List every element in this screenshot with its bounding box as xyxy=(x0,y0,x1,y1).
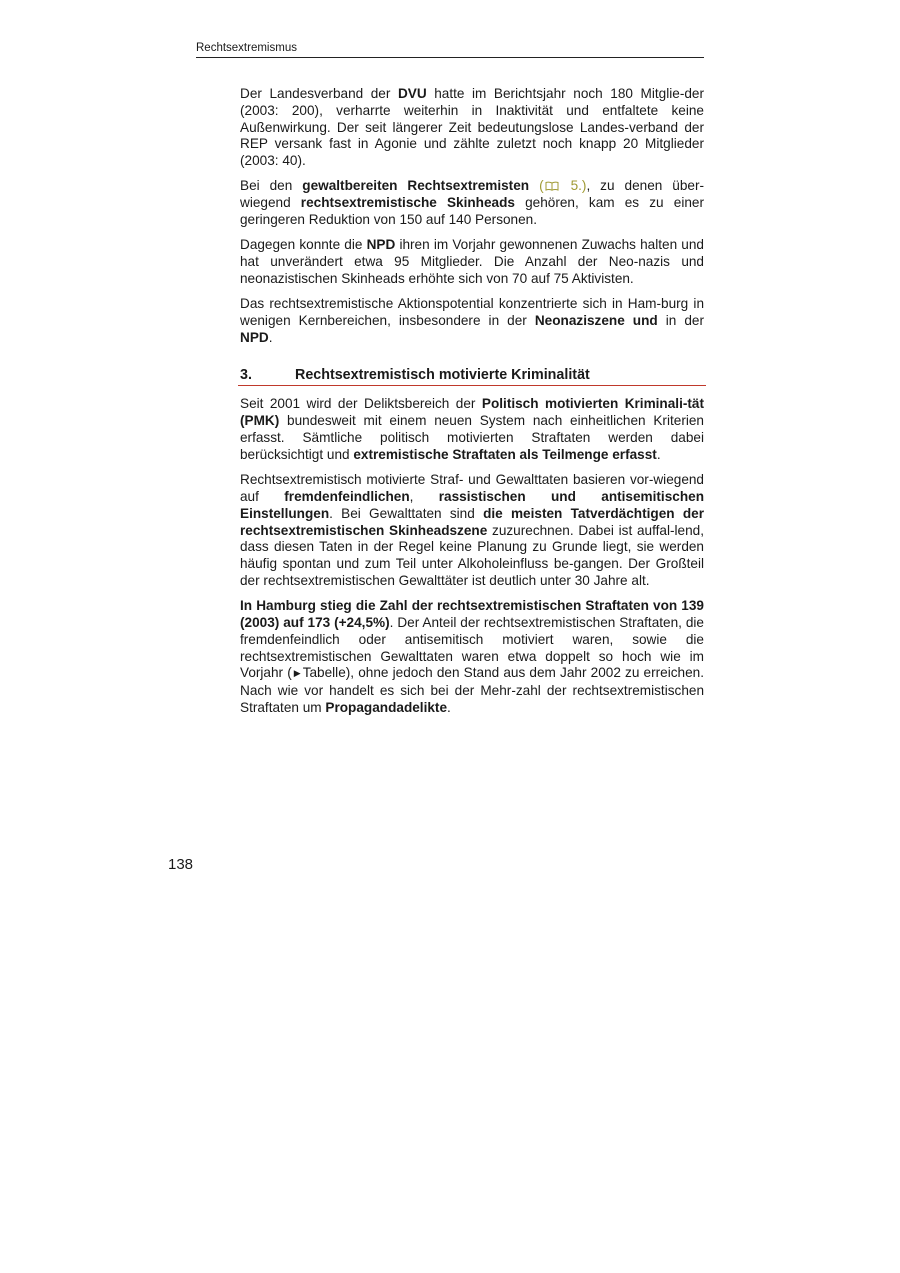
paragraph-pmk: Seit 2001 wird der Deliktsbereich der Politisch motivierten Kriminali-tät (PMK) bundesweit mit einem neuen System nach einheitlichen Kriterien erfasst. Sämtliche politisch motivierten Straftaten werden dabei berücksichtigt und extremistische Straftaten als Teilmenge erfasst. xyxy=(240,396,704,462)
book-icon xyxy=(545,181,559,191)
section-heading xyxy=(238,367,706,387)
paragraph-motive: Rechtsextremistisch motivierte Straf- und Gewalttaten basieren vor-wiegend auf fremdenfeindlichen, rassistischen und antisemitischen Einstellungen. Bei Gewalttaten sind die meisten Tatverdächtigen der rechtsextremistischen Skinheadszene zuzurechnen. Dabei ist auffal-lend, dass diesen Taten in der Regel keine Planung zu Grunde liegt, sie werden häufig spontan und zum Teil unter Alkoholeinfluss be-gangen. Der Großteil der rechtsextremistischen Gewalttäter ist deutlich unter 30 Jahre alt. xyxy=(240,472,704,588)
paragraph-gewaltbereite: Bei den gewaltbereiten Rechtsextremisten ( 5.), zu denen über-wiegend rechtsextremistische Skinheads gehören, kam es zu einer geringeren Reduktion von 150 auf 140 Personen. xyxy=(240,178,705,228)
chapter-reference-link[interactable]: ( 5.) xyxy=(539,178,587,194)
paragraph-dvu-rep: Der Landesverband der DVU hatte im Berichtsjahr noch 180 Mitglie-der (2003: 200), verharrte weiterhin in Inaktivität und entfaltete keine Außenwirkung. Der seit längerer Zeit bedeutungslose Landes-verband der REP versank fast in Agonie und zählte zuletzt noch knapp 20 Mitglieder (2003: 40). xyxy=(240,86,705,169)
section-title: Rechtsextremistisch motivierte Kriminalität xyxy=(295,366,590,383)
paragraph-aktionspotential: Das rechtsextremistische Aktionspotential konzentrierte sich in Ham-burg in wenigen Kernbereichen, insbesondere in der Neonaziszene und in der NPD. xyxy=(240,296,704,345)
body-text xyxy=(240,86,704,725)
triangle-right-icon: ▶ xyxy=(293,668,301,679)
table-reference-link[interactable]: ▶ Tabelle xyxy=(293,665,346,681)
paragraph-hamburg-statistik: In Hamburg stieg die Zahl der rechtsextremistischen Straftaten von 139 (2003) auf 173 (+24,5%). Der Anteil der rechtsextremistischen Straftaten, die fremdenfeindlich oder antisemitisch motiviert waren, sowie die rechtsextremistischen Gewalttaten waren etwa doppelt so hoch wie im Vorjahr ( ▶ Tabelle), ohne jedoch den Stand aus dem Jahr 2002 zu erreichen. Nach wie vor handelt es sich bei der Mehr-zahl der rechtsextremistischen Straftaten um Propagandadelikte. xyxy=(240,598,704,715)
page-number: 138 xyxy=(168,856,194,873)
section-number: 3. xyxy=(240,366,252,383)
running-head: Rechtsextremismus xyxy=(196,42,704,58)
paragraph-npd: Dagegen konnte die NPD ihren im Vorjahr gewonnenen Zuwachs halten und hat unverändert etwa 95 Mitglieder. Die Anzahl der Neo-nazis und neonazistischen Skinheads erhöhte sich von 70 auf 75 Aktivisten. xyxy=(240,237,704,286)
